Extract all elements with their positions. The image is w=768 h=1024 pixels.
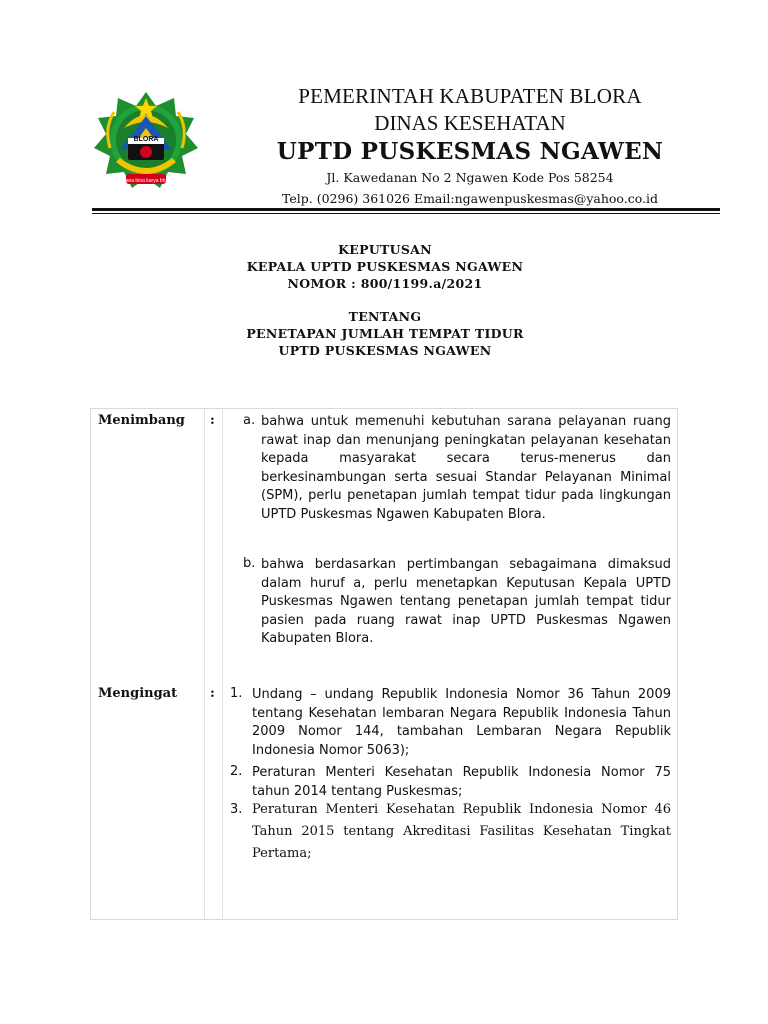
logo-name-text: BLORA bbox=[133, 136, 159, 143]
address-line: Jl. Kawedanan No 2 Ngawen Kode Pos 58254 bbox=[326, 170, 614, 185]
mengingat-item-text: Undang – undang Republik Indonesia Nomor 36 Tahun 2009 tentang Kesehatan lembaran Negara Republik Indonesia Tahun 2009 Nomor 144, tambahan Lembaran Negara Republik Indonesia Nomor 5063); bbox=[252, 687, 671, 758]
menimbang-item-marker: b. bbox=[243, 556, 256, 571]
unit-name: UPTD PUSKESMAS NGAWEN bbox=[276, 138, 664, 165]
menimbang-item-text: bahwa berdasarkan pertimbangan sebagaimana dimaksud dalam huruf a, perlu menetapkan Keputusan Kepala UPTD Puskesmas Ngawen tentang penetapan jumlah tempat tidur pasien pada ruang rawat inap UPTD Puskesmas Ngawen Kabupaten Blora. bbox=[261, 557, 671, 646]
menimbang-label: Menimbang bbox=[98, 413, 185, 428]
decree-subject: PENETAPAN JUMLAH TEMPAT TIDUR bbox=[246, 326, 524, 341]
menimbang-colon: : bbox=[210, 413, 215, 428]
letterhead-rule-thick bbox=[92, 208, 720, 211]
department-name: DINAS KESEHATAN bbox=[374, 111, 566, 135]
mengingat-colon: : bbox=[210, 686, 215, 701]
table-column-divider bbox=[222, 408, 223, 920]
mengingat-item-text: Peraturan Menteri Kesehatan Republik Indonesia Nomor 46 Tahun 2015 tentang Akreditasi Fasilitas Kesehatan Tingkat Pertama; bbox=[252, 802, 671, 861]
decree-number: NOMOR : 800/1199.a/2021 bbox=[287, 276, 483, 291]
contact-line: Telp. (0296) 361026 Email:ngawenpuskesmas@yahoo.co.id bbox=[282, 191, 658, 206]
mengingat-label: Mengingat bbox=[98, 686, 178, 701]
letterhead-rule-thin bbox=[92, 213, 720, 214]
table-column-divider bbox=[204, 408, 205, 920]
mengingat-item-marker: 1. bbox=[230, 686, 243, 701]
decree-subject-unit: UPTD PUSKESMAS NGAWEN bbox=[278, 343, 492, 358]
mengingat-item-marker: 2. bbox=[230, 764, 243, 779]
blora-regency-logo bbox=[90, 88, 202, 194]
decree-about-label: TENTANG bbox=[348, 309, 422, 324]
decree-issuer: KEPALA UPTD PUSKESMAS NGAWEN bbox=[246, 259, 524, 274]
menimbang-item-marker: a. bbox=[243, 413, 256, 428]
menimbang-item-text: bahwa untuk memenuhi kebutuhan sarana pelayanan ruang rawat inap dan menunjang peningkatan pelayanan kesehatan kepada masyarakat secara terus-menerus dan berkesinambungan serta sesuai Standar Pelayanan Minimal (SPM), perlu penetapan jumlah tempat tidur pada lingkungan UPTD Puskesmas Ngawen Kabupaten Blora. bbox=[261, 414, 671, 522]
mengingat-item-text: Peraturan Menteri Kesehatan Republik Indonesia Nomor 75 tahun 2014 tentang Puskesmas; bbox=[252, 765, 671, 799]
decree-heading: KEPUTUSAN bbox=[338, 242, 432, 257]
mengingat-item-marker: 3. bbox=[230, 802, 243, 817]
government-name: PEMERINTAH KABUPATEN BLORA bbox=[298, 84, 642, 108]
logo-motto-text: sarana bina karya bhakti bbox=[118, 178, 174, 184]
